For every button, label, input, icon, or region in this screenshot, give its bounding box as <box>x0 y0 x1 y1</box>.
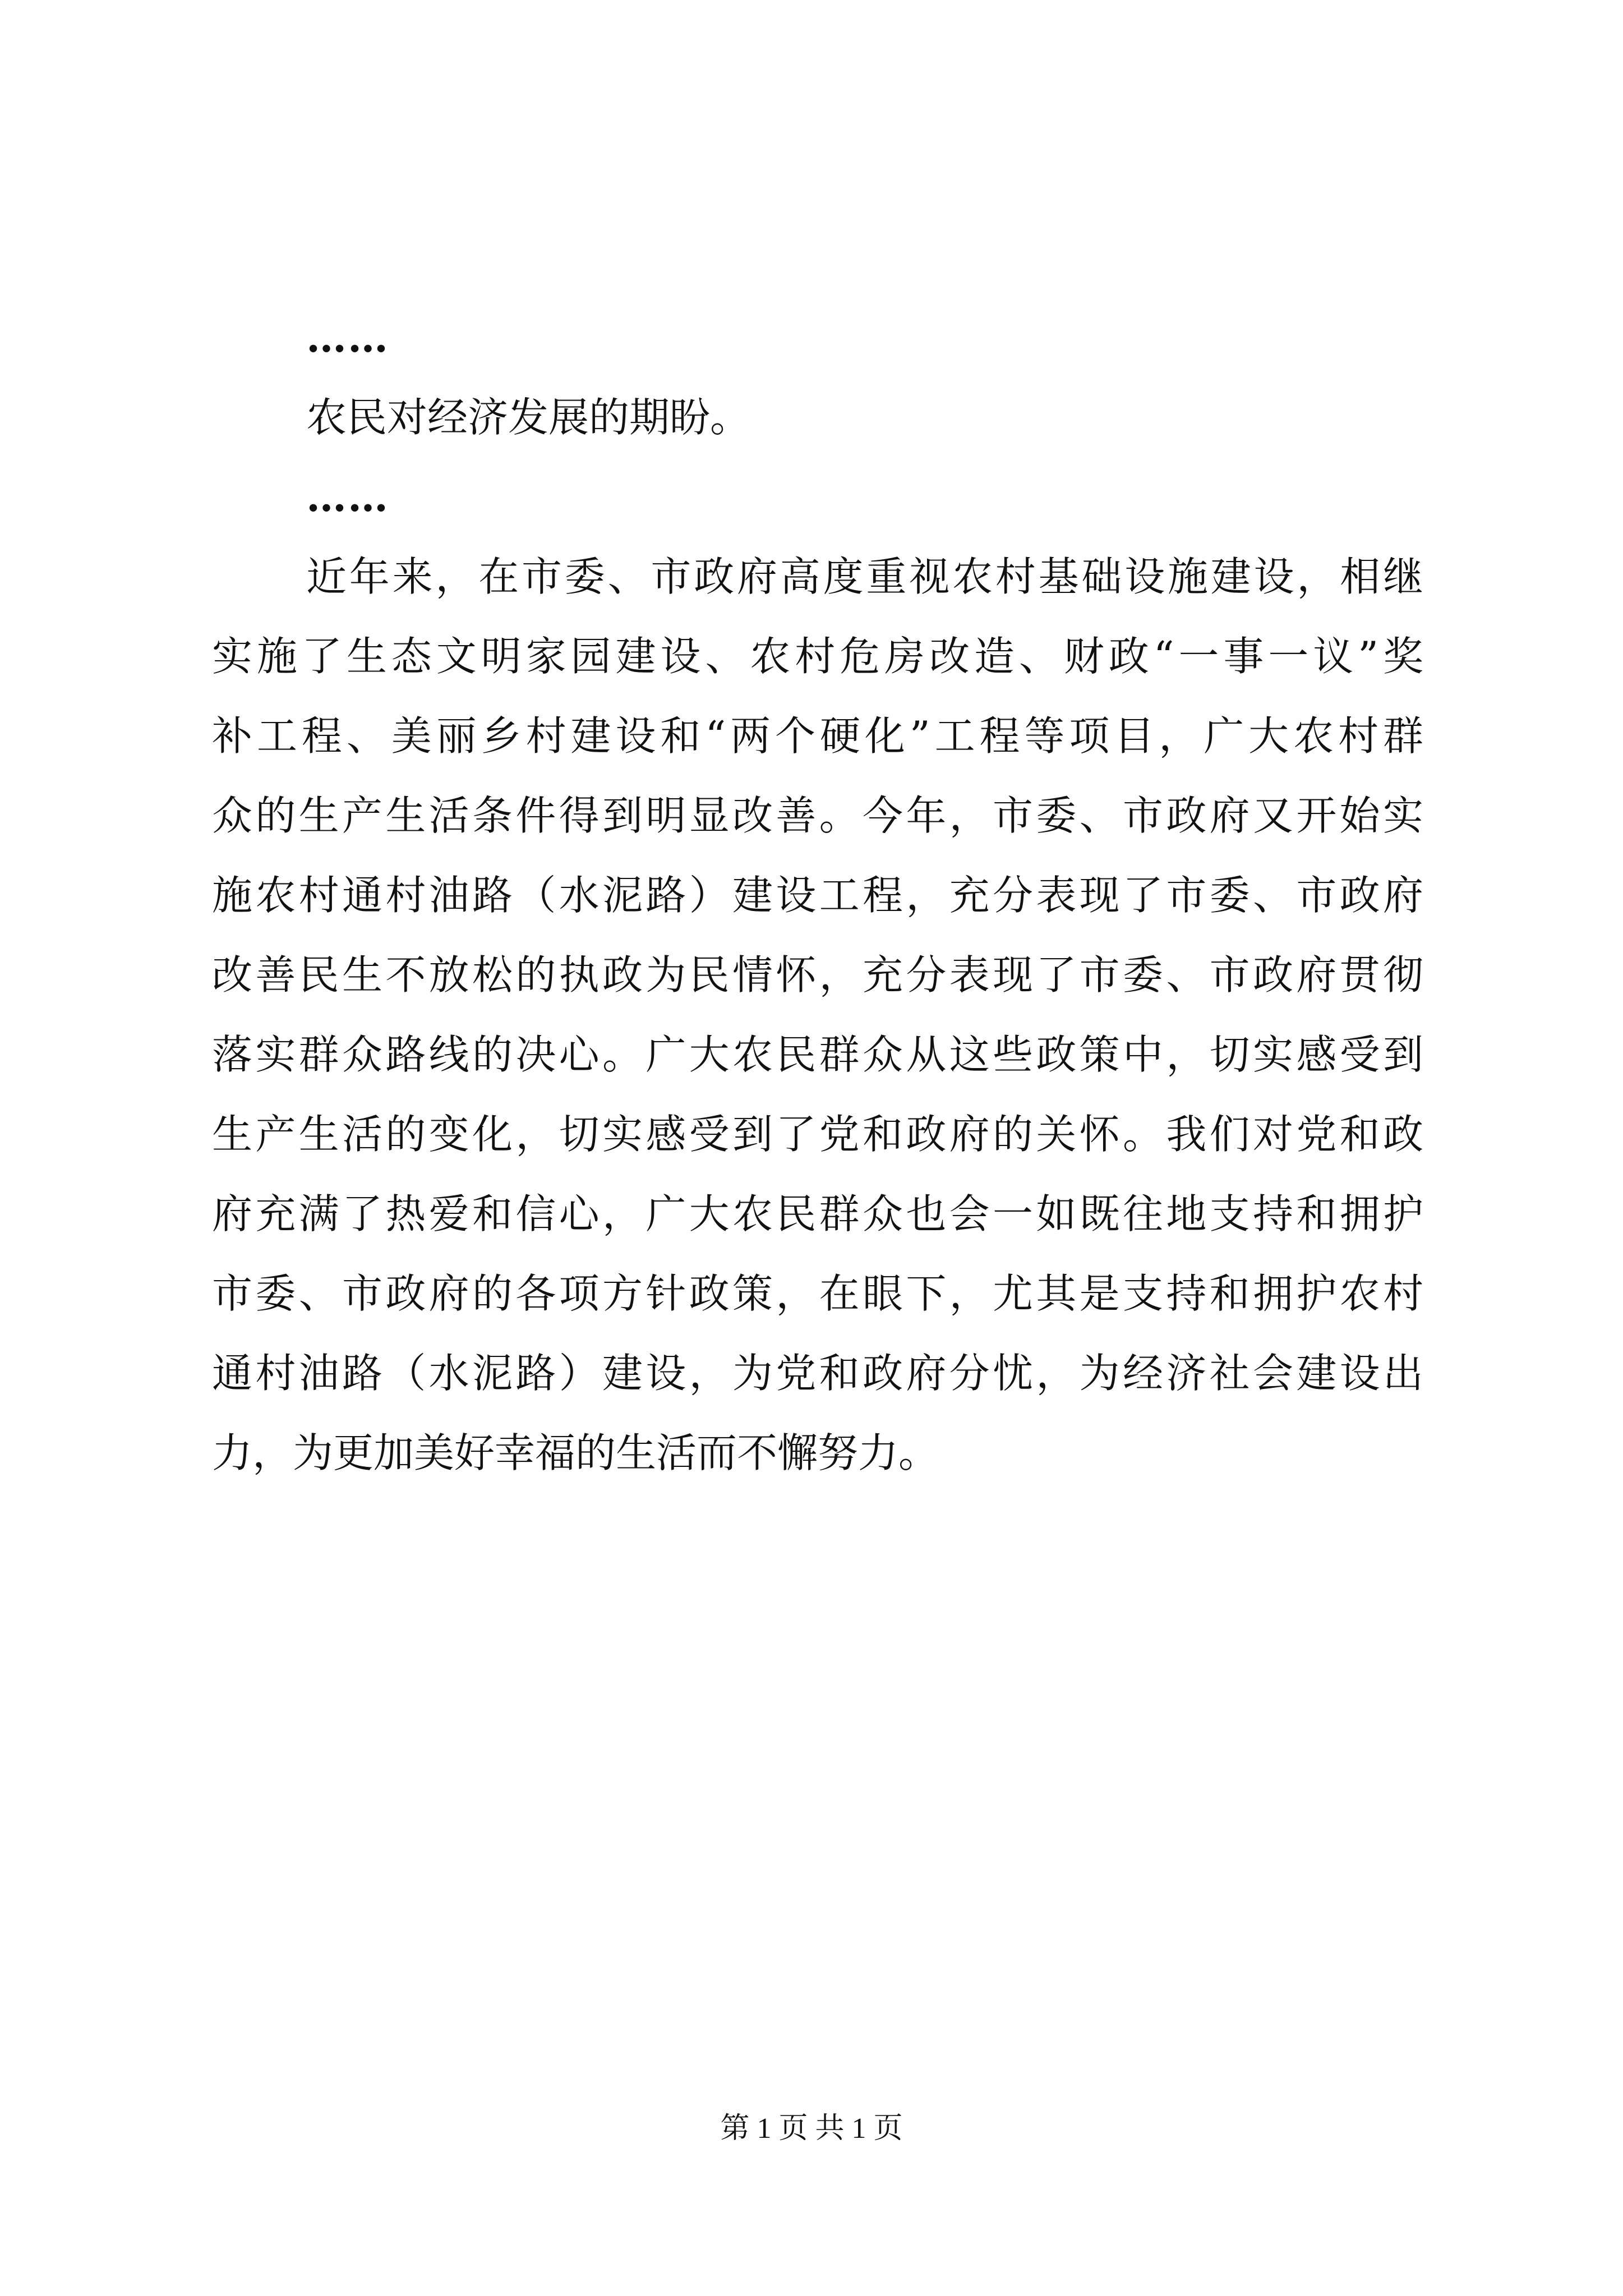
paragraph-line: 实施了生态文明家园建设、农村危房改造、财政“一事一议”奖 <box>212 633 1423 680</box>
paragraph-line: 力，为更加美好幸福的生活而不懈努力。 <box>212 1429 939 1476</box>
paragraph-line: 生产生活的变化，切实感受到了党和政府的关怀。我们对党和政 <box>212 1111 1423 1158</box>
ellipsis-line-1: …… <box>306 314 389 361</box>
paragraph-line: 施农村通村油路（水泥路）建设工程，充分表现了市委、市政府 <box>212 872 1423 919</box>
paragraph-line: 落实群众路线的决心。广大农民群众从这些政策中，切实感受到 <box>212 1031 1423 1078</box>
paragraph-line: 市委、市政府的各项方针政策，在眼下，尤其是支持和拥护农村 <box>212 1270 1423 1317</box>
subheading: 农民对经济发展的期盼。 <box>306 394 751 441</box>
paragraph-line: 改善民生不放松的执政为民情怀，充分表现了市委、市政府贯彻 <box>212 951 1423 999</box>
paragraph-line: 府充满了热爱和信心，广大农民群众也会一如既往地支持和拥护 <box>212 1190 1423 1237</box>
paragraph-line: 众的生产生活条件得到明显改善。今年，市委、市政府又开始实 <box>212 792 1423 839</box>
page-number-footer: 第 1 页 共 1 页 <box>720 2113 903 2145</box>
paragraph-line: 近年来，在市委、市政府高度重视农村基础设施建设，相继 <box>306 553 1423 600</box>
paragraph-line: 通村油路（水泥路）建设，为党和政府分忧，为经济社会建设出 <box>212 1350 1423 1397</box>
paragraph-line: 补工程、美丽乡村建设和“两个硬化”工程等项目，广大农村群 <box>212 712 1423 760</box>
ellipsis-line-2: …… <box>306 473 389 521</box>
